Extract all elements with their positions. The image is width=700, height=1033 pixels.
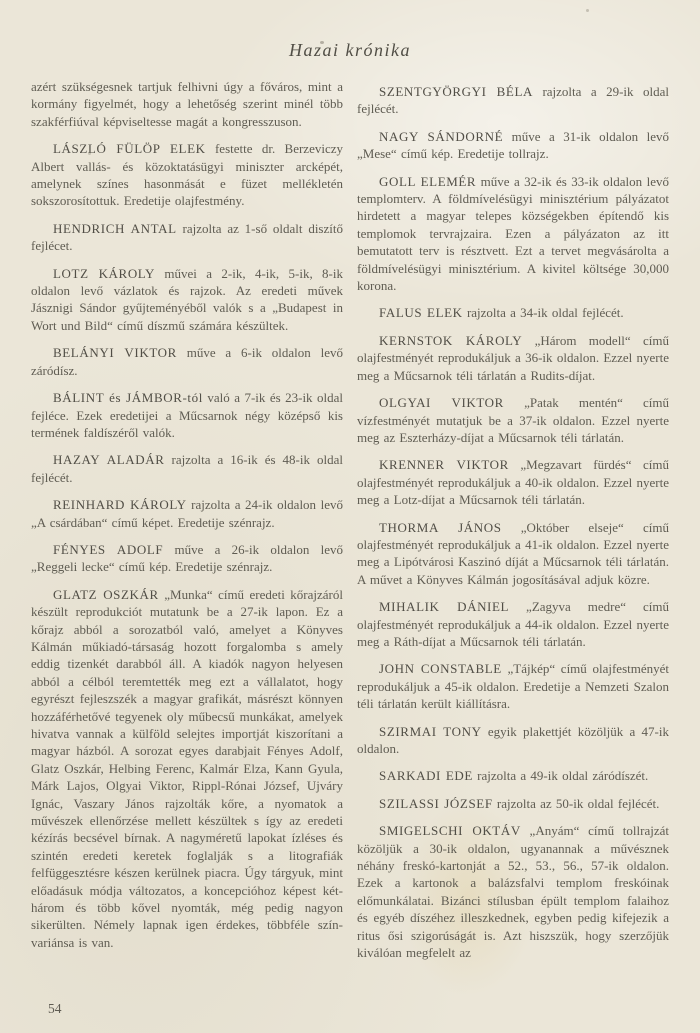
paragraph: BÁLINT és JÁMBOR-tól való a 7-ik és 23-ik oldal fejléce. Ezek eredetijei a Műcsarnok négy középső kis termének faldíszéről valók. [31, 390, 344, 440]
paragraph: SZENTGYÖRGYI BÉLA rajzolta a 29-ik oldal fejlécét. [357, 84, 669, 117]
paragraph: GOLL ELEMÉR műve a 32-ik és 33-ik oldalon levő templomterv. A földmívelésügyi minisztérium pályázatot hirdetett a magyar telepes községekben építendő kis templomok tervrajzaira. Ezen a pályázaton az itt bemutatott terv is résztvett. Ezt a tervet megvásárolta a földmívelésügyi minisztérium. A kivitel költsége 30,000 korona. [357, 173, 669, 294]
paragraph: MIHALIK DÁNIEL „Zagyva medre“ című olajfestményét reprodukáljuk a 44-ik oldalon. Ezzel nyerte meg a Ráth-díjat a Műcsarnok téli tárlatán. [357, 599, 669, 649]
paragraph: SMIGELSCHI OKTÁV „Anyám“ című tollrajzát közöljük a 30-ik oldalon, ugyanannak a művésznek néhány freskó-kartonját a 52., 53., 56., 57-ik oldalon. Ezek a kartonok a balázsfalvi templom freskóinak előmunkálatai. Bizánci stílusban épült templom falaihoz és egyéb díszéhez illeszkednek, egyben pedig kifejezik a ritus ősi szigorúságát is. Azt hiszszük, hogy szerzőjük kiválóan megfelelt az [357, 823, 669, 961]
artist-name: BÁLINT és JÁMBOR-tól [53, 390, 203, 406]
artist-name: REINHARD KÁROLY [53, 497, 187, 513]
paragraph: FÉNYES ADOLF műve a 26-ik oldalon levő „Reggeli lecke“ című kép. Eredetije szénrajz. [31, 541, 343, 575]
artist-name: SZIRMAI TONY [379, 723, 482, 739]
paragraph: THORMA JÁNOS „Október elseje“ című olajfestményét reprodukáljuk a 41-ik oldalon. Ezzel nyerte meg a Lipótvárosi Kaszinó díját a Műcsarnok téli tárlatán. A művet a Könyves Kálmán jogosításával adjuk közre. [357, 519, 669, 587]
artist-name: FÉNYES ADOLF [53, 541, 164, 557]
paragraph: JOHN CONSTABLE „Tájkép“ című olajfestményét reprodukáljuk a 45-ik oldalon. Eredetije a Nemzeti Szalon téli tárlatán került kiállításra. [357, 661, 669, 712]
artist-name: KERNSTOK KÁROLY [379, 332, 523, 348]
artist-name: JOHN CONSTABLE [379, 661, 502, 677]
artist-name: LÁSZLÓ FÜLÖP ELEK [53, 141, 206, 157]
paragraph: REINHARD KÁROLY rajzolta a 24-ik oldalon levő „A csárdában“ című képet. Eredetije szénrajz. [31, 497, 344, 530]
artist-name: GLATZ OSZKÁR [53, 586, 159, 602]
paragraph: KERNSTOK KÁROLY „Három modell“ című olajfestményét reprodukáljuk a 36-ik oldalon. Ezzel nyerte meg a Műcsarnok téli tárlatán a Rudits-díjat. [357, 332, 669, 383]
artist-name: SMIGELSCHI OKTÁV [379, 823, 521, 839]
right-column [357, 78, 669, 971]
page-title: Hazai krónika [289, 40, 411, 60]
paragraph: HAZAY ALADÁR rajzolta a 16-ik és 48-ik oldal fejlécét. [31, 452, 344, 485]
artist-name: BELÁNYI VIKTOR [53, 345, 177, 361]
paragraph: LÁSZLÓ FÜLÖP ELEK festette dr. Berzeviczy Albert vallás- és közoktatásügyi miniszter arcképét, amelynek színes hasonmását e füzet mellékletén sokszorosítottuk. Eredetije olajfestmény. [31, 141, 344, 209]
artist-name: SARKADI EDE [379, 768, 473, 784]
artist-name: MIHALIK DÁNIEL [379, 599, 510, 615]
left-column [31, 78, 343, 971]
artist-name: SZENTGYÖRGYI BÉLA [379, 84, 533, 99]
artist-name: THORMA JÁNOS [379, 519, 502, 535]
artist-name: OLGYAI VIKTOR [379, 395, 504, 411]
paragraph: NAGY SÁNDORNÉ műve a 31-ik oldalon levő „Mese“ című kép. Eredetije tollrajz. [357, 128, 670, 162]
artist-name: SZILASSI JÓZSEF [379, 795, 493, 811]
paragraph: FALUS ELEK rajzolta a 34-ik oldal fejlécét. [379, 305, 624, 321]
artist-name: GOLL ELEMÉR [379, 173, 477, 189]
paragraph: GLATZ OSZKÁR „Munka“ című eredeti kőrajzáról készült reprodukciót mutatunk be a 27-ik lapon. Ez a kőrajz abból a sorozatból való, amelyet a Könyves Kálmán műkiadó-társaság hozott forgalomba s amely eddig tizenkét darabból áll. A kiadók nagyon helyesen abból a célból teremtették meg ezt a vállalatot, hogy egyrészt fejleszszék a magyar grafikát, másrészt könnyen hozzáférhetővé tegyenek oly műbecsű munkákat, amelyek hivatva vannak a külföld selejtes importját kiszorítani a magyar házból. A sorozat egyes darabjait Fényes Adolf, Glatz Oszkár, Helbing Ferenc, Kalmár Elza, Kann Gyula, Márk Lajos, Olgyai Viktor, Rippl-Rónai József, Ujváry Ignác, Vaszary János rajzolták kőre, a nyomatok a művészek ellenőrzése mellett készültek s így az eredeti kézírás becsével bírnak. A nagyméretű lapokat ízléses és szintén eredeti keretek foglalják s a litografiák felfüggesztésre készen kerülnek piacra. Úgy tárgyuk, mint előadásuk módja változatos, a koncepcióhoz képest két-három és több kővel nyomták, még pedig nagyon sikerülten. Némely lapnak igen érdekes, többféle szín-variánsa is van. [31, 586, 343, 950]
page-number: 54 [48, 1001, 62, 1016]
paragraph: BELÁNYI VIKTOR műve a 6-ik oldalon levő záródísz. [31, 345, 343, 378]
artist-name: LOTZ KÁROLY [53, 265, 156, 281]
paragraph: azért szükségesnek tartjuk felhivni úgy a főváros, mint a kormány figyelmét, hogy a lehetőség szerint minél több szakférfiúval képviseltesse magát a kongresszuson. [31, 79, 343, 129]
paragraph: SZILASSI JÓZSEF rajzolta az 50-ik oldal fejlécét. [379, 795, 660, 811]
paragraph: KRENNER VIKTOR „Megzavart fürdés“ című olajfestményét reprodukáljuk a 40-ik oldalon. Ezzel nyerte meg a Lotz-díjat a Műcsarnok téli tárlatán. [357, 457, 669, 508]
paragraph: LOTZ KÁROLY művei a 2-ik, 4-ik, 5-ik, 8-ik oldalon levő vázlatok és rajzok. Az eredeti művek Jásznigi Sándor gyűjteményéből valók s a „Budapest in Wort und Bild“ című díszmű számára készültek. [31, 265, 343, 333]
artist-name: FALUS ELEK [379, 305, 463, 321]
artist-name: HAZAY ALADÁR [53, 452, 165, 468]
scan-speck [586, 9, 589, 12]
text-columns [0, 78, 700, 971]
paragraph: SZIRMAI TONY egyik plakettjét közöljük a 47-ik oldalon. [357, 723, 669, 756]
artist-name: HENDRICH ANTAL [53, 220, 177, 236]
paragraph: OLGYAI VIKTOR „Patak mentén“ című vízfestményét mutatjuk be a 37-ik oldalon. Ezzel nyerte meg az Eszterházy-díjat a Műcsarnok téli tárlatán. [357, 395, 669, 445]
artist-name: NAGY SÁNDORNÉ [379, 128, 504, 144]
paragraph: SARKADI EDE rajzolta a 49-ik oldal záródíszét. [379, 768, 649, 784]
artist-name: KRENNER VIKTOR [379, 457, 509, 473]
paragraph: HENDRICH ANTAL rajzolta az 1-ső oldalt diszítő fejlécet. [31, 220, 343, 254]
